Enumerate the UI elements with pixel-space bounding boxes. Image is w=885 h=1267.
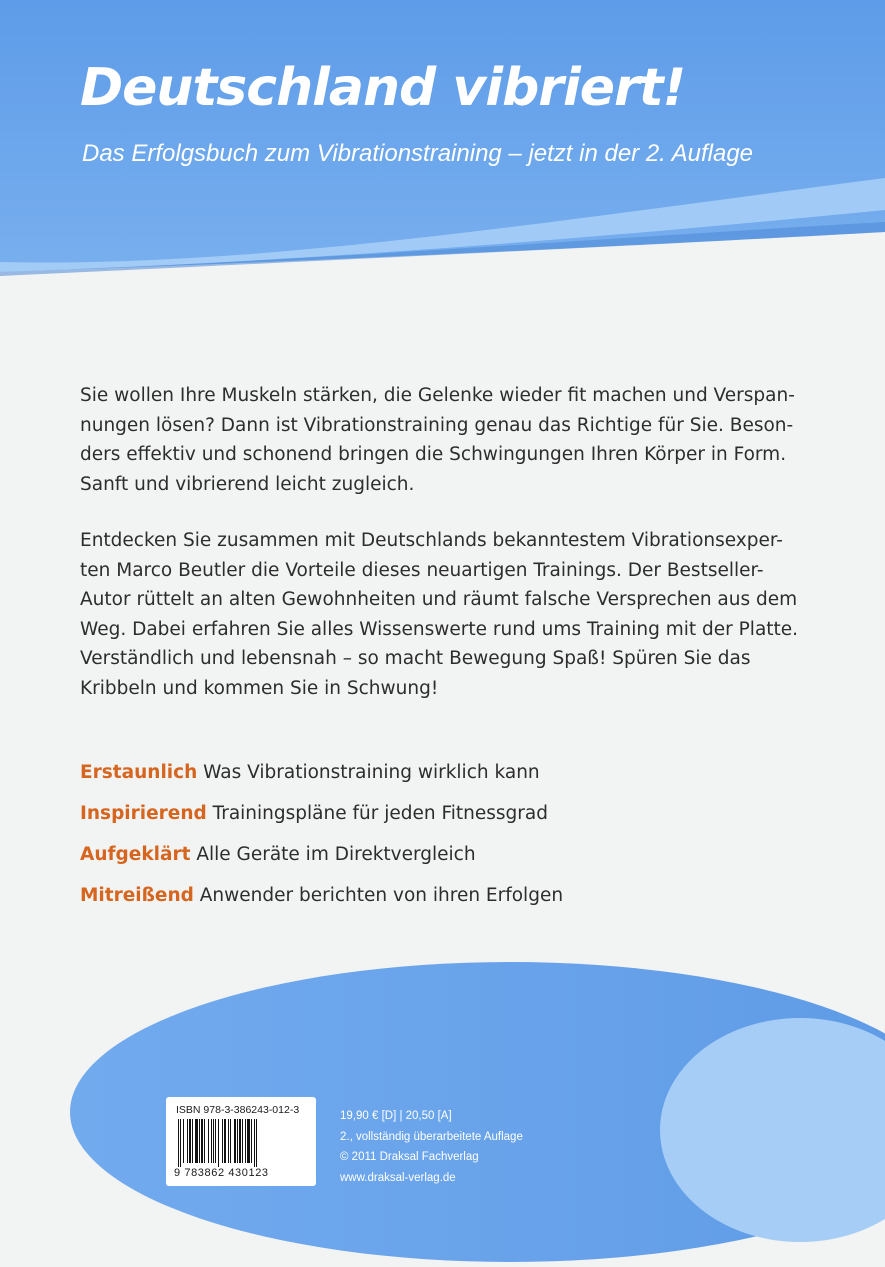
blurb-paragraph-2 (80, 526, 800, 703)
cover-subtitle: Das Erfolgsbuch zum Vibrationstraining – jetzt in der 2. Auflage (82, 140, 754, 167)
feature-description: Anwender berichten von ihren Erfolgen (199, 885, 564, 906)
barcode-bar (180, 1119, 181, 1167)
paragraph-line: Autor rüttelt an alten Gewohnheiten und räumt falsche Versprechen aus dem (80, 589, 798, 610)
barcode-graphic (176, 1119, 306, 1167)
paragraph-line: Kribbeln und kommen Sie in Schwung! (80, 677, 439, 699)
barcode-bar (218, 1119, 219, 1167)
feature-keyword: Aufgeklärt (80, 844, 191, 865)
barcode-label (166, 1097, 316, 1186)
paragraph-line: ten Marco Beutler die Vorteile dieses neuartigen Trainings. Der Bestseller- (80, 559, 764, 581)
feature-keyword: Inspirierend (80, 803, 207, 824)
barcode-bar (195, 1119, 198, 1163)
isbn-text: ISBN 978-3-386243-012-3 (176, 1104, 300, 1116)
feature-item (80, 885, 563, 926)
paragraph-line: Sie wollen Ihre Muskeln stärken, die Gelenke wieder fit machen und Verspan- (80, 385, 795, 406)
barcode-bar (237, 1119, 238, 1163)
barcode-bar (247, 1119, 250, 1163)
barcode-bar (245, 1119, 246, 1163)
feature-list (80, 762, 563, 926)
barcode-bar (215, 1119, 216, 1163)
barcode-bar (208, 1119, 209, 1163)
barcode-bar (224, 1119, 226, 1163)
barcode-bar (189, 1119, 191, 1163)
paragraph-line: Entdecken Sie zusammen mit Deutschlands bekanntestem Vibrationsexper- (80, 530, 783, 551)
barcode-bar (239, 1119, 241, 1163)
imprint-info (340, 1106, 523, 1188)
paragraph-line: nungen lösen? Dann ist Vibrationstraining genau das Richtige für Sie. Beson- (80, 414, 794, 436)
feature-description: Trainingspläne für jeden Fitnessgrad (212, 803, 548, 824)
publisher-website: www.draksal-verlag.de (340, 1171, 456, 1184)
barcode-bar (199, 1119, 200, 1163)
barcode-bar (178, 1119, 179, 1167)
copyright-text: © 2011 Draksal Fachverlag (340, 1151, 479, 1163)
barcode-bar (256, 1119, 257, 1167)
paragraph-line: Verständlich und lebensnah – so macht Bewegung Spaß! Spüren Sie das (80, 648, 751, 669)
paragraph-line: Sanft und vibrierend leicht zugleich. (80, 473, 415, 495)
feature-description: Alle Geräte im Direktvergleich (196, 844, 476, 865)
feature-description: Was Vibrationstraining wirklich kann (203, 762, 540, 783)
barcode-bar (254, 1119, 255, 1167)
barcode-bar (228, 1119, 229, 1163)
barcode-bar (204, 1119, 205, 1163)
barcode-digits: 9 783862 430123 (174, 1167, 269, 1179)
barcode-bar (230, 1119, 231, 1163)
barcode-bar (183, 1119, 184, 1163)
barcode-bar (251, 1119, 252, 1163)
paragraph-line: ders effektiv und schonend bringen die Schwingungen Ihren Körper in Form. (80, 444, 787, 465)
barcode-bar (242, 1119, 243, 1163)
feature-keyword: Mitreißend (80, 885, 194, 906)
feature-keyword: Erstaunlich (80, 762, 198, 783)
barcode-bar (222, 1119, 223, 1163)
barcode-bar (213, 1119, 214, 1163)
barcode-bar (192, 1119, 193, 1163)
feature-item (80, 762, 563, 803)
cover-title: Deutschland vibriert! (80, 58, 686, 118)
barcode-bar (234, 1119, 236, 1163)
barcode-bar (187, 1119, 188, 1163)
price-text: 19,90 € [D] | 20,50 [A] (340, 1110, 452, 1122)
feature-item (80, 844, 563, 885)
barcode-bar (201, 1119, 203, 1163)
paragraph-line: Weg. Dabei erfahren Sie alles Wissenswerte rund ums Training mit der Platte. (80, 618, 799, 640)
barcode-bar (211, 1119, 212, 1163)
feature-item (80, 803, 563, 844)
edition-text: 2., vollständig überarbeitete Auflage (340, 1130, 523, 1143)
blurb-paragraph-1 (80, 381, 800, 499)
